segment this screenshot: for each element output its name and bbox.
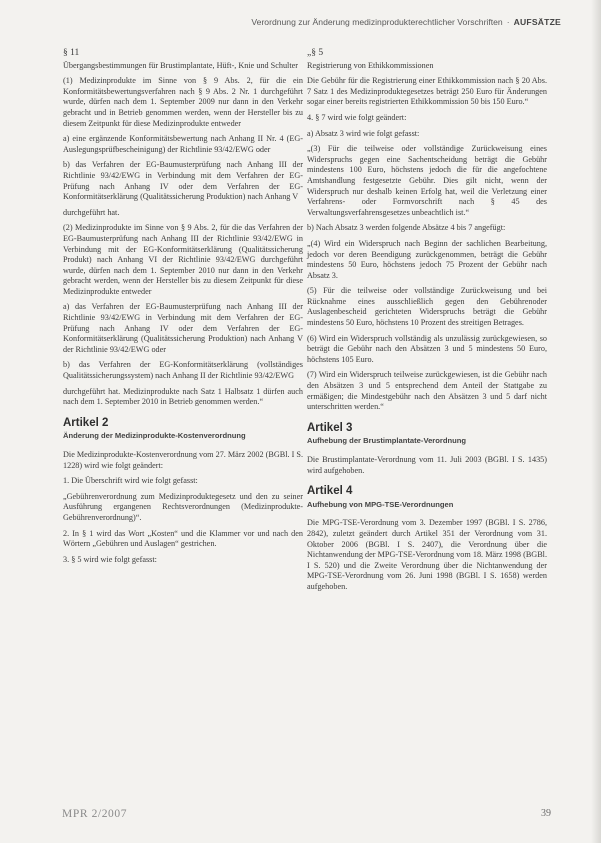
body-paragraph: „Gebührenverordnung zum Medizinproduktegesetz und den zu seiner Ausführung ergangenen Rechtsverordnungen (Medizinprodukte-Gebührenverordnung)“. <box>63 491 303 522</box>
page-edge-shadow <box>591 0 601 843</box>
body-paragraph: (1) Medizinprodukte im Sinne von § 9 Abs. 2, für die ein Konformitätsbewertungsverfahren nach § 9 Abs. 2 Nr. 1 durchgeführt wurde, dürfen nach dem 1. September 2009 nur dann in den Verkehr gebracht und in Betrieb genommen werden, wenn der Hersteller bis zu diesem Zeitpunkt für diese Medizinprodukte entweder <box>63 76 303 128</box>
article-heading: Artikel 2 <box>63 416 109 429</box>
body-paragraph: 4. § 7 wird wie folgt geändert: <box>307 112 407 122</box>
body-paragraph: (7) Wird ein Widerspruch teilweise zurückgewiesen, ist die Gebühr nach den Absätzen 3 und 5 entsprechend dem Anteil der Stattgabe zu ermäßigen; die Mindestgebühr nach den Absätzen 3 und 5 darf nicht unterschritten werden.“ <box>307 370 547 412</box>
body-paragraph: a) Absatz 3 wird wie folgt gefasst: <box>307 128 420 138</box>
right-column <box>307 48 547 598</box>
body-paragraph: b) das Verfahren der EG-Baumusterprüfung nach Anhang III der Richtlinie 93/42/EWG in Verbindung mit dem Verfahren der EG-Prüfung nach Anhang IV oder dem Verfahren der EG-Konformitätserklärung (Qualitätssicherung Produktion) nach Anhang V <box>63 160 303 202</box>
article-heading: Artikel 4 <box>307 485 353 498</box>
body-paragraph: Die Medizinprodukte-Kostenverordnung vom 27. März 2002 (BGBl. I S. 1228) wird wie folgt geändert: <box>63 450 303 470</box>
body-paragraph: Die Gebühr für die Registrierung einer Ethikkommission nach § 20 Abs. 7 Satz 1 des Medizinproduktegesetzes beträgt 250 Euro für Änderungen sogar einer bereits registrierten Ethikkommission 50 bis 150 Euro.“ <box>307 76 547 107</box>
body-paragraph: 3. § 5 wird wie folgt gefasst: <box>63 554 157 564</box>
running-header-section: AUFSÄTZE <box>513 17 561 27</box>
body-paragraph: (5) Für die teilweise oder vollständige Zurückweisung und bei Rücknahme eines ausschließlich gegen den Gebührenoder Auslagenbescheid gerichteten Widerspruchs beträgt die Gebühr mindestens 50 Euro, höchstens 10 Prozent des streitigen Betrages. <box>307 286 547 328</box>
body-paragraph: (6) Wird ein Widerspruch vollständig als unzulässig zurückgewiesen, so beträgt die Gebühr nach den Absätzen 3 und 5 mindestens 50 Euro, höchstens 105 Euro. <box>307 333 547 364</box>
body-paragraph: Die MPG-TSE-Verordnung vom 3. Dezember 1997 (BGBl. I S. 2786, 2842), zuletzt geändert durch Artikel 351 der Verordnung vom 31. Oktober 2006 (BGBl. I S. 2407), die Verordnung über die Nichtanwendung der MPG-TSE-Verordnung vom 18. März 1998 (BGBl. I S. 520) und die Zweite Verordnung über die Nichtanwendung der MPG-TSE-Verordnung vom 26. Juni 1998 (BGBl. I S. 1658) werden aufgehoben. <box>307 518 547 591</box>
page-number: 39 <box>541 808 551 819</box>
body-paragraph: „(3) Für die teilweise oder vollständige Zurückweisung eines Widerspruchs gegen eine Sachentscheidung beträgt die Gebühr mindestens 100 Euro, höchstens jedoch die für die angefochtene Amtshandlung festgesetzte Gebühr. Dies gilt nicht, wenn der Widerspruch nur deshalb keinen Erfolg hat, weil die Verletzung einer Verfahrens- oder Formvorschrift nach § 45 des Verwaltungsverfahrensgesetzes unbeachtlich ist.“ <box>307 144 547 217</box>
body-paragraph: durchgeführt hat. Medizinprodukte nach Satz 1 Halbsatz 1 dürfen auch nach dem 1. September 2010 in Betrieb genommen werden.“ <box>63 386 303 407</box>
body-paragraph: Registrierung von Ethikkommissionen <box>307 60 434 70</box>
body-paragraph: 2. In § 1 wird das Wort „Kosten“ und die Klammer vor und nach den Wörtern „Gebühren und Auslagen“ gestrichen. <box>63 528 303 549</box>
left-column <box>63 48 303 570</box>
running-header <box>251 17 561 27</box>
section-number: § 11 <box>63 48 80 58</box>
body-paragraph: 1. Die Überschrift wird wie folgt gefasst: <box>63 476 198 486</box>
body-paragraph: (2) Medizinprodukte im Sinne von § 9 Abs. 2, für die das Verfahren der EG-Baumusterprüfung nach Anhang III der Richtlinie 93/42/EWG in Verbindung mit der EG-Konformitätserklärung (Qualitätssicherung Produkt) nach Anhang VI der Richtlinie 93/42/EWG durchgeführt wurde, dürfen nach dem 1. September 2010 nur dann in den Verkehr gebracht werden, wenn der Hersteller bis zu diesem Zeitpunkt für diese Medizinprodukte entweder <box>63 223 303 296</box>
body-paragraph: Die Brustimplantate-Verordnung vom 11. Juli 2003 (BGBl. I S. 1435) wird aufgehoben. <box>307 455 547 475</box>
body-paragraph: a) eine ergänzende Konformitätsbewertung nach Anhang II Nr. 4 (EG-Auslegungsprüfbescheinigung) der Richtlinie 93/42/EWG oder <box>63 134 303 154</box>
article-subheading: Aufhebung der Brustimplantate-Verordnung <box>307 436 467 446</box>
journal-issue: MPR 2/2007 <box>62 808 128 820</box>
body-paragraph: durchgeführt hat. <box>63 207 120 217</box>
article-subheading: Aufhebung von MPG-TSE-Verordnungen <box>307 499 454 509</box>
body-paragraph: „(4) Wird ein Widerspruch nach Beginn der sachlichen Bearbeitung, jedoch vor deren Beendigung zurückgenommen, beträgt die Gebühr mindestens 50 Euro, höchstens jedoch 75 Prozent der Gebühr nach Absatz 3. <box>307 238 547 280</box>
running-header-title: Verordnung zur Änderung medizinprodukterechtlicher Vorschriften <box>251 17 503 27</box>
article-heading: Artikel 3 <box>307 421 353 434</box>
body-paragraph: b) Nach Absatz 3 werden folgende Absätze 4 bis 7 angefügt: <box>307 223 506 233</box>
section-number: „§ 5 <box>307 48 324 58</box>
running-header-separator: · <box>506 17 510 27</box>
article-subheading: Änderung der Medizinprodukte-Kostenverordnung <box>63 431 246 441</box>
body-paragraph: a) das Verfahren der EG-Baumusterprüfung nach Anhang III der Richtlinie 93/42/EWG in Verbindung mit dem Verfahren der EG-Prüfung nach Anhang IV oder dem Verfahren der EG-Konformitätserklärung (Qualitätssicherung Produktion) nach Anhang V der Richtlinie 93/42/EWG oder <box>63 302 303 354</box>
body-paragraph: b) das Verfahren der EG-Konformitätserklärung (vollständiges Qualitätssicherungssystem) nach Anhang II der Richtlinie 93/42/EWG <box>63 360 303 381</box>
body-paragraph: Übergangsbestimmungen für Brustimplantate, Hüft-, Knie und Schulter <box>63 60 298 70</box>
